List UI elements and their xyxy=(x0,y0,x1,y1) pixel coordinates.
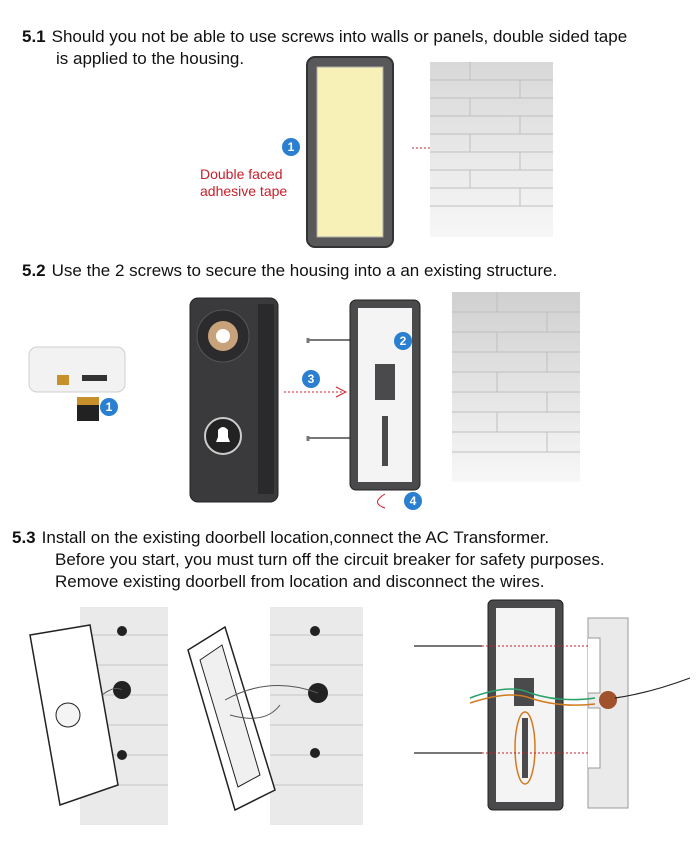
badge-4: 4 xyxy=(404,492,422,510)
step-text: Should you not be able to use screws into walls or panels, double sided tape xyxy=(51,27,628,46)
remove-old-doorbell-illustration xyxy=(20,605,170,830)
sd-card-icon xyxy=(75,395,101,423)
step-text: Remove existing doorbell from location and disconnect the wires. xyxy=(55,572,545,591)
callout-line: adhesive tape xyxy=(200,183,288,199)
step-text: Use the 2 screws to secure the housing into a an existing structure. xyxy=(51,261,558,280)
housing-tape-illustration xyxy=(305,55,395,250)
disconnect-wires-illustration xyxy=(180,605,365,830)
badge-1: 1 xyxy=(100,398,118,416)
wire-connection-illustration xyxy=(410,598,695,818)
badge-1: 1 xyxy=(282,138,300,156)
brick-wall-illustration xyxy=(452,292,580,482)
step-text: is applied to the housing. xyxy=(56,49,245,68)
step-5-3 xyxy=(12,527,605,593)
step-text: Before you start, you must turn off the circuit breaker for safety purposes. xyxy=(55,550,605,569)
callout-line: Double faced xyxy=(200,166,283,182)
badge-2: 2 xyxy=(394,332,412,350)
doorbell-camera-illustration xyxy=(188,296,280,504)
step-number: 5.2 xyxy=(22,261,46,280)
step-text: Install on the existing doorbell location,connect the AC Transformer. xyxy=(41,528,550,547)
brick-wall-illustration xyxy=(430,62,553,237)
mounting-bracket-illustration xyxy=(300,298,425,506)
mount-base-illustration xyxy=(27,345,127,395)
step-number: 5.1 xyxy=(22,27,46,46)
step-5-2 xyxy=(22,260,557,282)
adhesive-tape-callout xyxy=(200,166,287,200)
step-number: 5.3 xyxy=(12,528,36,547)
badge-3: 3 xyxy=(302,370,320,388)
